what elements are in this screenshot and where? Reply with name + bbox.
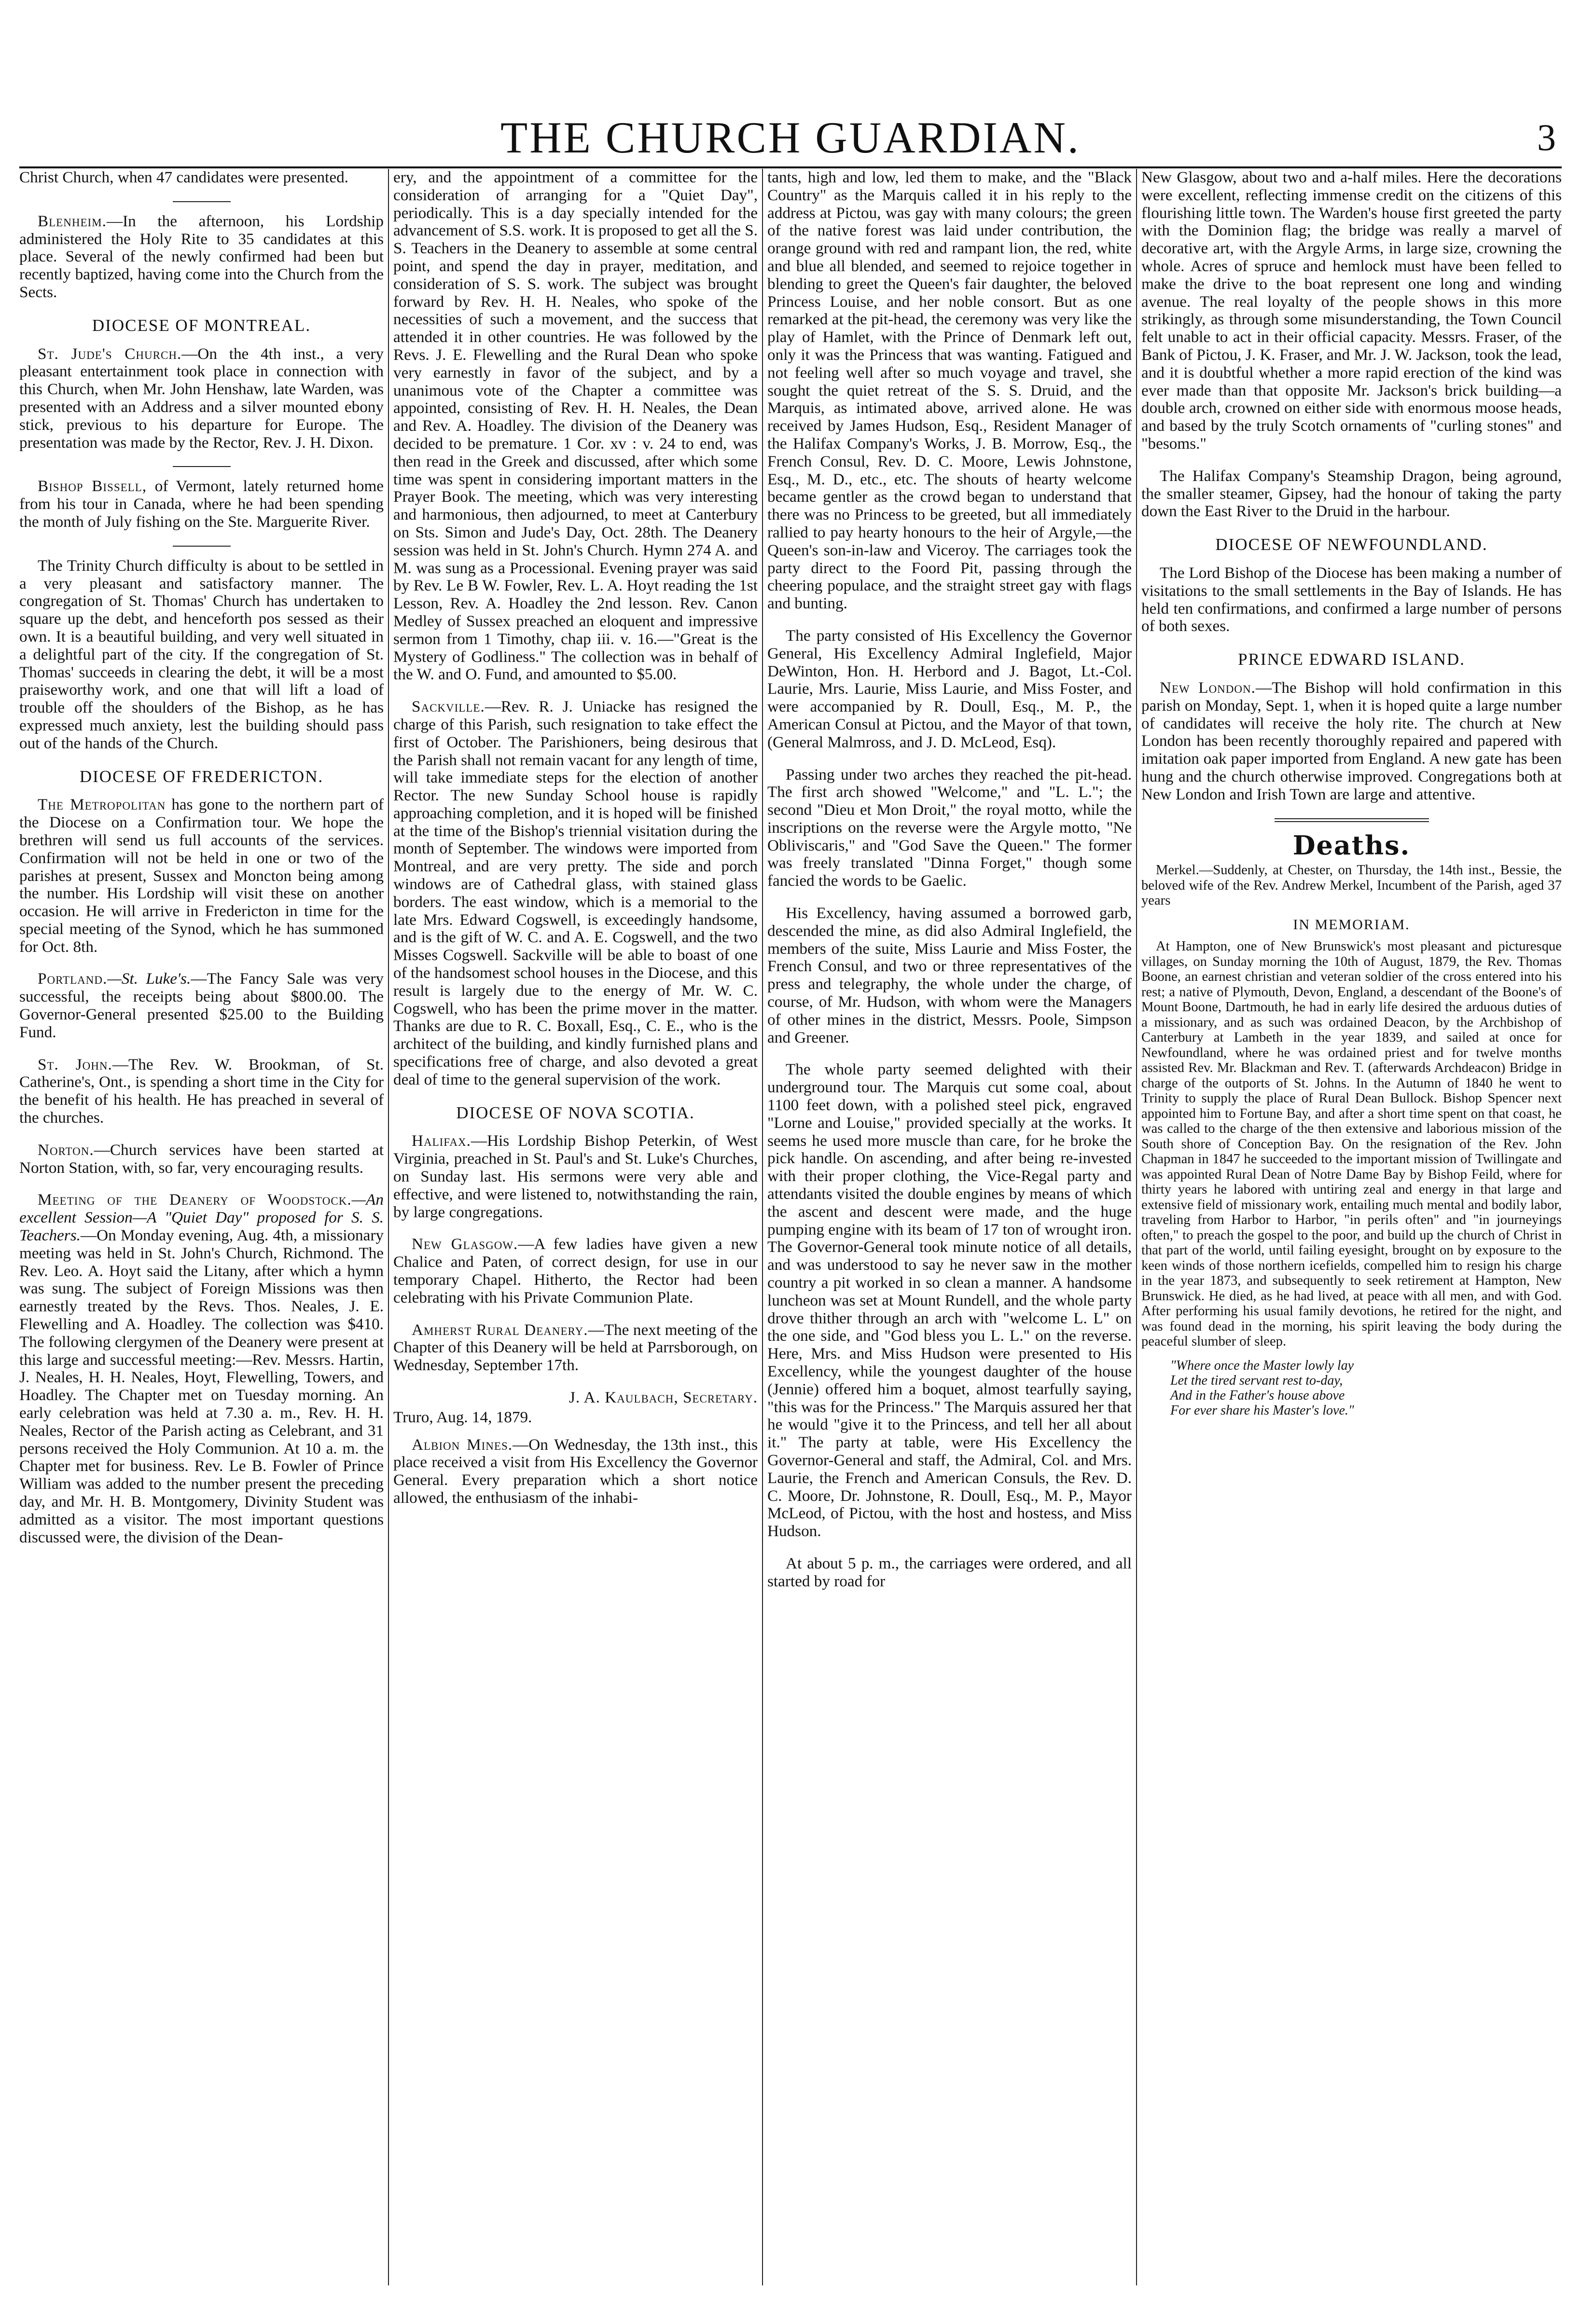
article-paragraph: New Glasgow, about two and a-half miles. Here the decorations were excellent, reflecting immense credit on the citizens of this flourishing little town. The Warden's house first greeted the party with the Dominion flag; the bridge was really a marvel of decorative art, with the Argyle Arms, in large size, crowning the whole. Acres of spruce and hemlock must have been felled to make the drive to the boat represent one long and winding avenue. The real loyalty of the people shows in this more strikingly, as through some misunderstanding, the Town Council felt unable to act in their official capacity. Messrs. Fraser, of the Bank of Pictou, J. K. Fraser, and Mr. J. W. Jackson, took the lead, and it is doubtful whether a more rapid erection of the kind was ever made than that opposite Mr. Jackson's brick building—a double arch, crowned on either side with enormous moose heads, and based by the truly Scotch ornaments of "curling stones" and "besoms." xyxy=(1141,169,1562,453)
article-paragraph xyxy=(19,796,384,956)
article-text: —The Bishop will hold confirmation in this parish on Monday, Sept. 1, when it is hoped quite a large number of candidates will receive the holy rite. The church at New London has been recently thoroughly repaired and papered with imitation oak paper imported from England. A new gate has been hung and the church otherwise improved. Congregations both at New London and Irish Town are large and attentive. xyxy=(1141,678,1562,803)
dateline: Truro, Aug. 14, 1879. xyxy=(393,1408,532,1426)
article-text: —Rev. R. J. Uniacke has resigned the charge of this Parish, such resignation to take effect the first of October. The Parishioners, being desirous that the Parish shall not remain vacant for any length of time, will take immediate steps for the election of another Rector. The new Sunday School house is rapidly approaching completion, and it is hoped will be finished at the time of the Bishop's triennial visitation during the month of September. The windows were imported from Montreal, and are very pretty. The side and porch windows are of Cathedral glass, with stained glass borders. The east window, which is a memorial to the late Mrs. Edward Cogswell, is exceedingly handsome, and is the gift of W. C. and A. E. Cogswell, and the two Misses Cogswell. Sackville will be able to boast of one of the handsomest school houses in the Diocese, and this result is largely due to the energy of Mr. W. C. Cogswell, who has been the prime mover in the matter. Thanks are due to R. C. Boxall, Esq., C. E., who is the architect of the building, and kindly furnished plans and specifications free of charge, and also devoted a great deal of time to the general supervision of the work. xyxy=(393,698,758,1088)
section-heading-nova-scotia: DIOCESE OF NOVA SCOTIA. xyxy=(456,1103,695,1122)
column-divider xyxy=(1136,169,1137,2285)
section-heading-montreal: DIOCESE OF MONTREAL. xyxy=(92,316,311,335)
section-heading-pei: PRINCE EDWARD ISLAND. xyxy=(1238,650,1465,669)
section-heading-newfoundland: DIOCESE OF NEWFOUNDLAND. xyxy=(1215,535,1488,554)
separator xyxy=(173,201,231,202)
article-lead: St. John. xyxy=(38,1055,112,1073)
memoriam-text: At Hampton, one of New Brunswick's most pleasant and picturesque villages, on Sunday morning the 10th of August, 1879, the Rev. Thomas Boone, an earnest christian and veteran soldier of the cross entered into his rest; a native of Plymouth, Devon, England, a descendant of the Boone's of Mount Boone, Dartmouth, he had in early life desired the arduous duties of a missionary, and as such was ordained Deacon, by the Archbishop of Canterbury at Lambeth in the year 1839, and sailed at once for Newfoundland, where he was ordained priest and for twelve months assisted Rev. Mr. Blackman and Rev. T. (afterwards Archdeacon) Bridge in charge of the outports of St. Johns. In the Autumn of 1840 he went to Trinity to supply the place of Rural Dean Bullock. Bishop Spencer next appointed him to Fortune Bay, and after a short time spent on that coast, he was called to the charge of the then extensive and laborious mission of the South shore of Conception Bay. On the resignation of the Rev. John Chapman in 1847 he succeeded to the important mission of Twillingate and was appointed Rural Dean of Notre Dame Bay by Bishop Feild, where for thirty years he labored with untiring zeal and energy in that large and extensive field of missionary work, entailing much mental and bodily labor, traveling from Harbor to Harbor, "in perils often" and "in journeyings often," to preach the gospel to the poor, and build up the church of Christ in that part of the world, until failing eyesight, brought on by exposure to the keen winds of those northern icefields, compelled him to resign his charge in the year 1873, and subsequently to seek retirement at Hampton, New Brunswick. He died, as he had lived, at peace with all men, and with God. After performing his usual family devotions, he retired for the night, and was found dead in the morning, his spirit leaving the body during the peaceful slumber of sleep. xyxy=(1141,939,1562,1349)
article-text: —In the afternoon, his Lordship administered the Holy Rite to 35 candidates at this place. Several of the newly confirmed had been but recently baptized, having come into the Church from the Sects. xyxy=(19,212,384,301)
deaths-heading: Deaths. xyxy=(1292,829,1411,861)
article-text: —The next meeting of the Chapter of this Deanery will be held at Parrsborough, on Wednesday, September 17th. xyxy=(393,1320,758,1375)
article-paragraph xyxy=(19,970,384,1041)
column-1 xyxy=(19,169,384,2285)
article-text: —His Lordship Bishop Peterkin, of West Virginia, preached in St. Paul's and St. Luke's Churches, on Sunday last. His sermons were very able and effective, and were listened to, notwithstanding the rain, by large congregations. xyxy=(393,1132,758,1221)
column-3 xyxy=(767,169,1132,2285)
article-text: —On the 4th inst., a very pleasant entertainment took place in connection with this Church, when Mr. John Henshaw, late Warden, was presented with an Address and a silver mounted ebony stick, previous to his departure for Europe. The presentation was made by the Rector, Rev. J. H. Dixon. xyxy=(19,344,384,452)
separator xyxy=(173,466,231,467)
article-lead: Bishop Bissell, xyxy=(38,477,147,495)
article-lead: New Glasgow. xyxy=(412,1235,518,1253)
article-lead: Amherst Rural Deanery. xyxy=(412,1320,588,1339)
article-paragraph xyxy=(1141,679,1562,804)
newspaper-title: THE CHURCH GUARDIAN. xyxy=(500,113,1081,162)
article-text: has gone to the northern part of the Diocese on a Confirmation tour. We hope the brethren will send us full accounts of the services. Confirmation will not be held in one or two of the parishes at present, Sussex and Moncton being among the number. His Lordship will visit these on another occasion. He will arrive in Fredericton in time for the special meeting of the Synod, which he has summoned for Oct. 8th. xyxy=(19,796,384,956)
signature: J. A. Kaulbach, Secretary. xyxy=(569,1389,758,1406)
article-italic: —An excellent Session—A "Quiet Day" proposed for S. S. Teachers. xyxy=(19,1191,384,1245)
article-lead: The Metropolitan xyxy=(38,796,166,814)
article-paragraph: Christ Church, when 47 candidates were presented. xyxy=(19,169,348,186)
column-divider xyxy=(762,169,763,2285)
article-paragraph xyxy=(19,1056,384,1127)
article-text: of Vermont, lately returned home from his tour in Canada, where he had been spending the month of July fishing on the Ste. Marguerite River. xyxy=(19,477,384,531)
article-lead: Sackville. xyxy=(412,698,485,716)
column-4 xyxy=(1141,169,1562,2285)
article-lead: Meeting of the Deanery of Woodstock. xyxy=(38,1191,352,1209)
article-text: —A few ladies have given a new Chalice and Paten, of correct design, for use in our temporary Chapel. Hitherto, the Rector had been celebrating with his Private Communion Plate. xyxy=(393,1235,758,1306)
article-paragraph xyxy=(19,213,384,302)
article-italic: —St. Luke's. xyxy=(107,970,191,988)
article-text: —On Monday evening, Aug. 4th, a missionary meeting was held in St. John's Church, Richmond. The Rev. Leo. A. Hoyt said the Litany, after which a hymn was sung. The subject of Foreign Missions was then earnestly treated by the Revs. Thos. Neales, J. E. Flewelling and A. Hoadley. The collection was $410. The following clergymen of the Deanery were present at this large and successful meeting:—Rev. Messrs. Hartin, J. Neales, H. H. Neales, Hoyt, Flewelling, Towers, and Hoadley. The Chapter met on Tuesday morning. An early celebration was held at 7.30 a. m., Rev. H. H. Neales, Rector of the Parish acting as Celebrant, and 31 persons received the Holy Communion. At 10 a. m. the Chapter met for business. Rev. Le B. Fowler of Prince William was added to the number present the preceding day, and Mr. H. B. Montgomery, Divinity Student was admitted as a visitor. The most important questions discussed were, the division of the Dean- xyxy=(19,1226,384,1546)
double-rule xyxy=(1275,818,1429,822)
article-text: —Church services have been started at Norton Station, with, so far, very encouraging results. xyxy=(19,1141,384,1177)
article-paragraph: At about 5 p. m., the carriages were ordered, and all started by road for xyxy=(767,1554,1132,1590)
article-paragraph: The Halifax Company's Steamship Dragon, being aground, the smaller steamer, Gipsey, had the honour of taking the party down the East River to the Druid in the harbour. xyxy=(1141,467,1562,521)
article-paragraph: The Trinity Church difficulty is about to be settled in a very pleasant and satisfactory manner. The congregation of St. Thomas' Church has undertaken to square up the debt, and henceforth pos sessed as their own. It is a beautiful building, and very well situated in a delightful part of the city. If the congregation of St. Thomas' succeeds in clearing the debt, it will be a most praiseworthy work, and one that will lift a load of trouble off the shoulders of the Bishop, as he has expressed much anxiety, lest the building should pass out of the hands of the Church. xyxy=(19,556,384,752)
poem-line: For ever share his Master's love." xyxy=(1170,1403,1354,1418)
section-heading-fredericton: DIOCESE OF FREDERICTON. xyxy=(79,767,324,786)
article-paragraph xyxy=(19,345,384,452)
page-number: 3 xyxy=(1537,116,1556,158)
separator xyxy=(173,546,231,547)
article-paragraph xyxy=(393,698,758,1089)
article-lead: Halifax. xyxy=(412,1132,471,1150)
article-lead: Blenheim. xyxy=(38,212,107,230)
poem-line: And in the Father's house above xyxy=(1170,1388,1345,1403)
article-paragraph: The party consisted of His Excellency the Governor General, His Excellency Admiral Inglefield, Major DeWinton, Hon. H. Herbord and J. Bagot, Lt.-Col. Laurie, Mrs. Laurie, Miss Laurie, and Miss Foster, and were accompanied by R. Doull, Esq., M. P., the American Consul at Pictou, and the Mayor of that town, (General Malmross, and J. D. McLeod, Esq). xyxy=(767,626,1132,751)
article-text: —The Rev. W. Brookman, of St. Catherine's, Ont., is spending a short time in the City for the benefit of his health. He has preached in several of the churches. xyxy=(19,1055,384,1127)
article-paragraph: tants, high and low, led them to make, and the "Black Country" as the Marquis called it in his reply to the address at Pictou, was gay with many colours; the green of the native forest was laid under contribution, the orange ground with red and rampant lion, the red, white and blue all blended, and seemed to rejoice together in blending to greet the Queen's fair daughter, the beloved Princess Louise, and her noble consort. But as one remarked at the pit-head, the ceremony was very like the play of Hamlet, with the Prince of Denmark left out, only it was the Princess that was wanting. Fatigued and not feeling well after so much voyage and travel, she sought the quiet retreat of the S. S. Druid, and the Marquis, as intimated above, arrived alone. He was received by James Hudson, Esq., Resident Manager of the Halifax Company's Works, J. B. Morrow, Esq., the French Consul, Rev. D. C. Moore, Lewis Johnstone, Esq., M. D., etc., etc. The shouts of hearty welcome became gentler as the crowd began to understand that there was no Princess to be greeted, but all immediately rallied to pay hearty honours to the heir of Argyle,—the Queen's son-in-law and Viceroy. The carriages took the party direct to the Foord Pit, passing through the cheering populace, and the straight street gay with flags and bunting. xyxy=(767,169,1132,613)
death-notice: Merkel.—Suddenly, at Chester, on Thursday, the 14th inst., Bessie, the beloved wife of the Rev. Andrew Merkel, Incumbent of the Parish, aged 37 years xyxy=(1141,863,1562,908)
article-paragraph: The whole party seemed delighted with their underground tour. The Marquis cut some coal, about 1100 feet down, with a polished steel pick, engraved "Lorne and Louise," provided specially at the works. It seems he used more muscle than care, for he broke the pick handle. On ascending, and after being re-invested with their proper clothing, the Vice-Regal party and attendants visited the double engines by means of which the ascent and descent were made, and the huge pumping engine with its beam of 17 ton of wrought iron. The Governor-General took minute notice of all details, and was understood to say he never saw in the mother country a pit worked in so clean a manner. A handsome luncheon was set at Mount Rundell, and the whole party drove thither through an arch with "welcome L. L" on the one side, and "God bless you L. L." on the reverse. Here, Mrs. and Miss Hudson were presented to His Excellency, while the youngest daughter of the house (Jennie) offered him a boquet, almost tearfully saying, "this was for the Princess." The Marquis assured her that he would "give it to the Princess, and tell her all about it." The party at table, were His Excellency the Governor-General and staff, the Admiral, Col. and Mrs. Laurie, the French and American Consuls, the Rev. D. C. Moore, Dr. Johnstone, R. Doull, Esq., M. P., Mayor McLeod, of Pictou, with the host and hostess, and Miss Hudson. xyxy=(767,1060,1132,1540)
memoriam-heading: IN MEMORIAM. xyxy=(1293,916,1410,933)
deaths-section xyxy=(1141,863,1562,1418)
article-lead: Portland. xyxy=(38,970,108,988)
article-text: —The Fancy Sale was very successful, the receipts being about $800.00. The Governor-General presented $25.00 to the Building Fund. xyxy=(19,970,384,1041)
masthead xyxy=(19,111,1562,164)
article-paragraph: The Lord Bishop of the Diocese has been making a number of visitations to the small settlements in the Bay of Islands. He has held ten confirmations, and confirmed a large number of persons of both sexes. xyxy=(1141,564,1562,635)
article-paragraph xyxy=(19,478,384,531)
column-divider xyxy=(388,169,389,2285)
article-lead: Norton. xyxy=(38,1141,94,1159)
article-lead: St. Jude's Church. xyxy=(38,344,182,363)
article-paragraph: His Excellency, having assumed a borrowed garb, descended the mine, as did also Admiral Inglefield, the members of the suite, Miss Laurie and Miss Foster, the French Consul, and two or three representatives of the press and telegraphy, the whole under the charge, of course, of Mr. Hudson, with whom were the Managers of other mines in the district, Messrs. Poole, Simpson and Greener. xyxy=(767,904,1132,1046)
article-paragraph xyxy=(393,1236,758,1306)
article-lead: New London. xyxy=(1160,678,1256,697)
memorial-poem xyxy=(1170,1358,1562,1418)
article-paragraph xyxy=(19,1141,384,1177)
article-lead: Albion Mines. xyxy=(412,1435,513,1454)
column-2 xyxy=(393,169,758,2285)
article-paragraph: Passing under two arches they reached the pit-head. The first arch showed "Welcome," and "L. L."; the second "Dieu et Mon Droit," the royal motto, while the inscriptions on the reverse were the Argyle motto, "Ne Obliviscaris," and "God Save the Queen." The former was freely translated "Dinna Forget," though some fancied the words to be Gaelic. xyxy=(767,765,1132,890)
poem-line: Let the tired servant rest to-day, xyxy=(1170,1373,1343,1388)
article-text: —On Wednesday, the 13th inst., this place received a visit from His Excellency the Governor General. Every preparation which a short notice allowed, the enthusiasm of the inhabi- xyxy=(393,1435,758,1507)
article-paragraph xyxy=(19,1191,384,1546)
masthead-rule xyxy=(19,166,1562,168)
article-paragraph xyxy=(393,1132,758,1221)
article-paragraph xyxy=(393,1321,758,1375)
poem-line: "Where once the Master lowly lay xyxy=(1170,1358,1354,1373)
article-paragraph xyxy=(393,1436,758,1507)
article-paragraph: ery, and the appointment of a committee for the consideration of arranging for a "Quiet Day", periodically. This is a day specially intended for the advancement of S.S. work. It is proposed to get all the S. S. Teachers in the Deanery to assemble at some central point, and spend the day in prayer, meditation, and consideration of S. S. work. The subject was brought forward by Rev. H. H. Neales, who spoke of the necessities of such a movement, and the success that attended it in other countries. He was followed by the Revs. J. E. Flewelling and the Rural Dean who spoke very earnestly in favor of the subject, and by a unanimous vote of the Chapter a committee was appointed, consisting of Rev. H. H. Neales, the Dean and Rev. A. Hoadley. The division of the Deanery was decided to be premature. 1 Cor. xv : v. 24 to end, was then read in the Greek and discussed, after which some time was spent in considering important matters in the Prayer Book. The meeting, which was very interesting and harmonious, then adjourned, to meet at Canterbury on Sts. Simon and Jude's Day, Oct. 28th. The Deanery session was held in St. John's Church. Hymn 274 A. and M. was sung as a Processional. Evening prayer was said by Rev. Le B W. Fowler, Rev. L. A. Hoyt reading the 1st Lesson, Rev. A. Hoadley the 2nd lesson. Rev. Canon Medley of Sussex preached an eloquent and impressive sermon from 1 Timothy, chap iii. v. 16.—"Great is the Mystery of Godliness." The collection was in behalf of the W. and O. Fund, and amounted to $5.00. xyxy=(393,169,758,684)
